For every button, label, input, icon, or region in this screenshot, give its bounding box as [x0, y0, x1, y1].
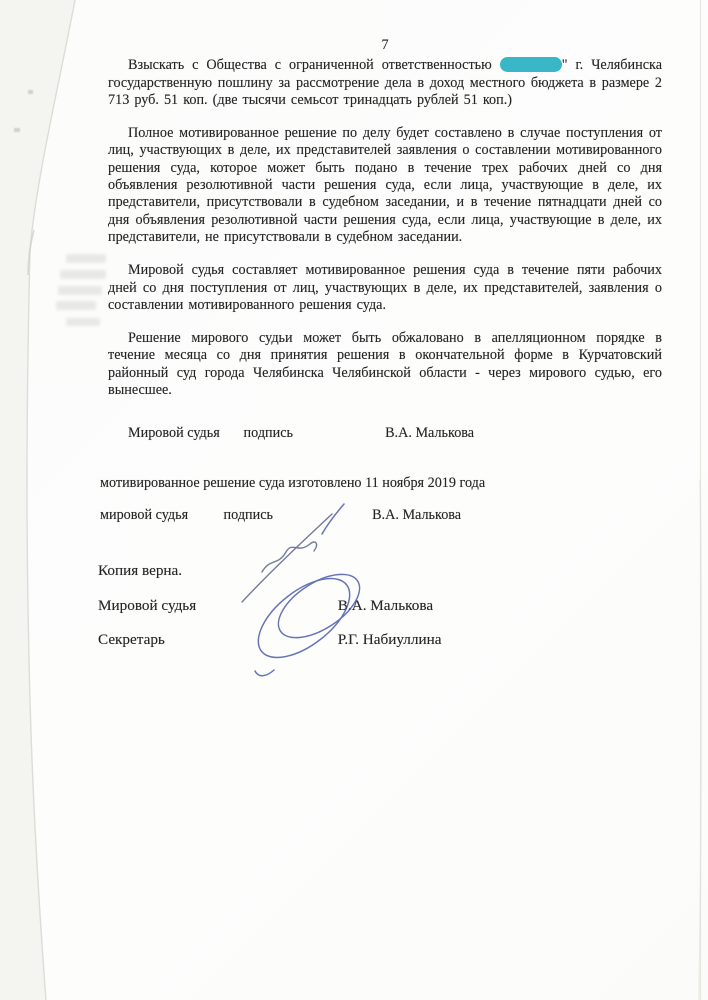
paragraph-levy-before: Взыскать с Общества с ограниченной ответственностью — [128, 57, 500, 74]
paragraph-motivated-decision: Полное мотивированное решение по делу будет составлено в случае поступления от лиц, участвующих в деле, их представителей заявления о составлении мотивированного решения суда, которое может быть подано в течение трех рабочих дней со дня объявления резолютивной части решения суда, если лица, участвующие в деле, их представители, присутствовали в судебном заседании, и в течение пятнадцати дней со дня объявления резолютивной части решения суда, если лица, участвующие в деле, их представители, не присутствовали в судебном заседании. — [108, 125, 662, 245]
paragraph-levy-after: " г. Челябинска государственную пошлину за рассмотрение дела в доход местного бюджета в размере 2 713 руб. 51 коп. (две тысячи семьсот тринадцать рублей 51 коп.) — [108, 57, 662, 108]
certification-block — [98, 562, 662, 648]
decision-date-note: мотивированное решение суда изготовлено 11 ноября 2019 года — [100, 474, 486, 491]
page-number: 7 — [381, 37, 389, 53]
signature-word: подпись — [243, 425, 293, 442]
secretary-name: Р.Г. Набиуллина — [337, 630, 442, 648]
certification-secretary-row — [98, 631, 662, 648]
paragraph-appeal: Решение мирового судьи может быть обжаловано в апелляционном порядке в течение месяца со дня принятия решения в окончательной форме в Курчатовский районный суд города Челябинска Челябинской области - через мирового судью, его вынесшее. — [108, 330, 662, 399]
judge-name: В.А. Малькова — [337, 596, 434, 614]
paragraph-levy — [108, 57, 662, 109]
judge-role-label: Мировой судья — [128, 425, 220, 442]
ghost-text-smudge — [56, 301, 96, 310]
copy-correct-line: Копия верна. — [98, 562, 183, 580]
ghost-text-smudge — [66, 254, 106, 263]
judge-role-label: Мировой судья — [98, 596, 197, 614]
certification-judge-row — [98, 597, 662, 614]
secretary-role-label: Секретарь — [98, 630, 165, 648]
signature-word: подпись — [223, 506, 273, 523]
scan-speck — [14, 128, 20, 132]
redaction-box — [500, 57, 562, 72]
signature-row-judge — [128, 425, 662, 442]
ghost-text-smudge — [58, 286, 102, 295]
document-body — [98, 37, 662, 648]
ghost-text-smudge — [66, 318, 100, 326]
paragraph-five-days: Мировой судья составляет мотивированное решения суда в течение пяти рабочих дней со дня поступления от лиц, участвующих в деле, их представителей, заявления о составлении мотивированного решения суда. — [108, 262, 662, 313]
ghost-text-smudge — [60, 270, 106, 279]
judge-name: В.А. Малькова — [372, 506, 462, 523]
signature-row-judge-2 — [100, 507, 662, 524]
judge-role-label: мировой судья — [100, 506, 189, 523]
scan-speck — [28, 90, 33, 94]
judge-name: В.А. Малькова — [385, 425, 475, 442]
